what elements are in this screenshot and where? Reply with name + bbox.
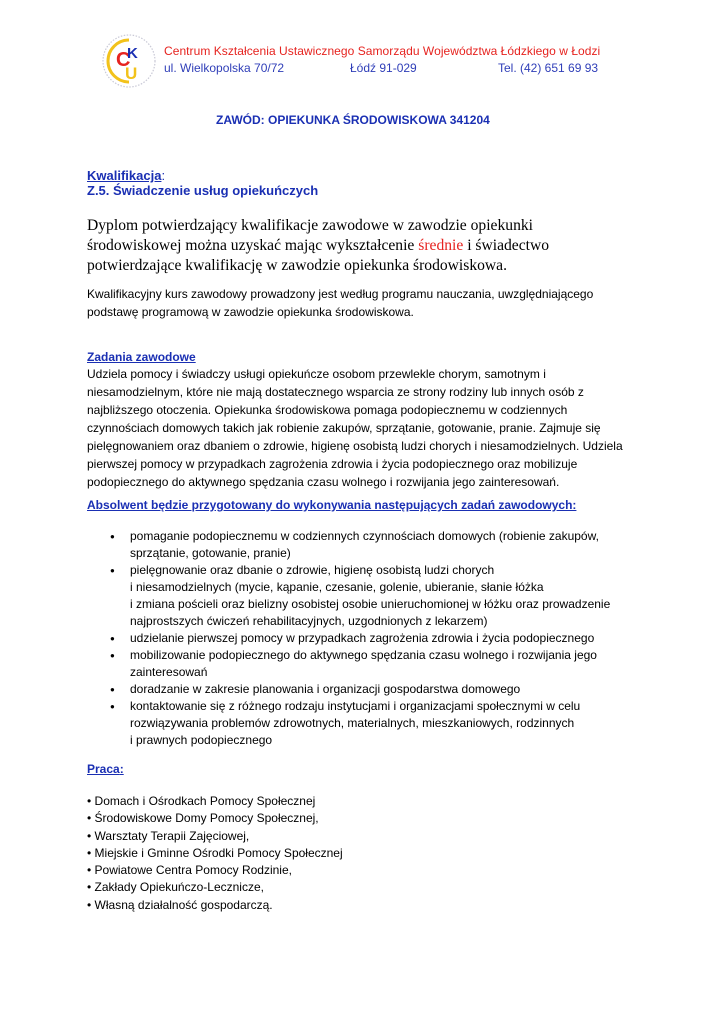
- diploma-paragraph: [87, 216, 627, 276]
- svg-text:U: U: [125, 64, 138, 83]
- list-item: • Powiatowe Centra Pomocy Rodzinie,: [87, 862, 343, 879]
- list-item: ● pielęgnowanie oraz dbanie o zdrowie, higienę osobistą ludzi chorych i niesamodzielnych (mycie, kąpanie, czesanie, golenie, ubieranie, słanie łóżka i zmiana pościeli oraz bielizny osobistej osobie unieruchomionej w łóżku oraz prowadzenie najprostszych ćwiczeń rehabilitacyjnych, uzgodnionych z lekarzem): [110, 562, 630, 630]
- list-item: • Własną działalność gospodarczą.: [87, 897, 343, 914]
- list-item: • Miejskie i Gminne Ośrodki Pomocy Społecznej: [87, 845, 343, 862]
- qualification-name: Z.5. Świadczenie usług opiekuńczych: [87, 183, 319, 198]
- list-item: ● mobilizowanie podopiecznego do aktywnego spędzania czasu wolnego i rozwijania jego zainteresowań: [110, 647, 630, 681]
- list-item: ● doradzanie w zakresie planowania i organizacji gospodarstwa domowego: [110, 681, 630, 698]
- list-item: • Zakłady Opiekuńczo-Lecznicze,: [87, 879, 343, 896]
- list-item: ● kontaktowanie się z różnego rodzaju instytucjami i organizacjami społecznymi w celu rozwiązywania problemów zdrowotnych, materialnych, mieszkaniowych, rodzinnych i prawnych podopiecznego: [110, 698, 630, 749]
- address: ul. Wielkopolska 70/72: [164, 61, 285, 75]
- diploma-highlight: średnie: [418, 237, 464, 254]
- city-postcode: Łódź 91-029: [350, 61, 417, 75]
- page-title: ZAWÓD: OPIEKUNKA ŚRODOWISKOWA 341204: [216, 113, 490, 127]
- graduate-heading: Absolwent będzie przygotowany do wykonywania następujących zadań zawodowych:: [87, 498, 577, 512]
- list-item: ● udzielanie pierwszej pomocy w przypadkach zagrożenia zdrowia i życia podopiecznego: [110, 630, 630, 647]
- work-heading: Praca: [87, 762, 120, 776]
- institution-name: Centrum Kształcenia Ustawicznego Samorządu Województwa Łódzkiego w Łodzi: [164, 44, 601, 58]
- diploma-text-after: i świadectwo potwierdzające kwalifikację w zawodzie opiekunka środowiskowa.: [87, 237, 550, 274]
- work-heading-line: Praca:: [87, 762, 124, 776]
- tasks-text: Udziela pomocy i świadczy usługi opiekuńcze osobom przewlekle chorym, samotnym i niesamodzielnym, które nie mają dostatecznego wsparcia ze strony rodziny lub innych osób z najbliższego otoczenia. Opiekunka środowiskowa pomaga podopiecznemu w codziennych czynnościach domowych takich jak robienie zakupów, sprzątanie, gotowanie, pranie. Zajmuje się pielęgnowaniem oraz dbaniem o zdrowie, higienę osobistą ludzi chorych i niesamodzielnych. Udziela pierwszej pomocy w przypadkach zagrożenia zdrowia i życia podopiecznego oraz mobilizuje podopiecznego do aktywnego spędzania czasu wolnego i rozwijania jego zainteresowań.: [87, 367, 623, 489]
- tasks-heading: Zadania zawodowe: [87, 350, 196, 364]
- phone-number: Tel. (42) 651 69 93: [498, 61, 599, 75]
- svg-text:K: K: [127, 45, 138, 62]
- qualification-label-line: Kwalifikacja:: [87, 168, 166, 183]
- qualification-label: Kwalifikacja: [87, 168, 162, 183]
- svg-text:C: C: [116, 49, 131, 71]
- workplace-list: [87, 793, 343, 914]
- list-item: • Warsztaty Terapii Zajęciowej,: [87, 828, 343, 845]
- graduate-task-list: [110, 528, 630, 749]
- list-item: • Domach i Ośrodkach Pomocy Społecznej: [87, 793, 343, 810]
- diploma-text-before: Dyplom potwierdzający kwalifikacje zawodowe w zawodzie opiekunki środowiskowej można uzyskać mając wykształcenie: [87, 217, 533, 254]
- cku-logo: [98, 32, 160, 90]
- course-note: Kwalifikacyjny kurs zawodowy prowadzony jest według programu nauczania, uwzględniającego podstawę programową w zawodzie opiekunka środowiskowa.: [87, 287, 594, 319]
- list-item: ● pomaganie podopiecznemu w codziennych czynnościach domowych (robienie zakupów, sprzątanie, gotowanie, pranie): [110, 528, 630, 562]
- list-item: • Środowiskowe Domy Pomocy Społecznej,: [87, 810, 343, 827]
